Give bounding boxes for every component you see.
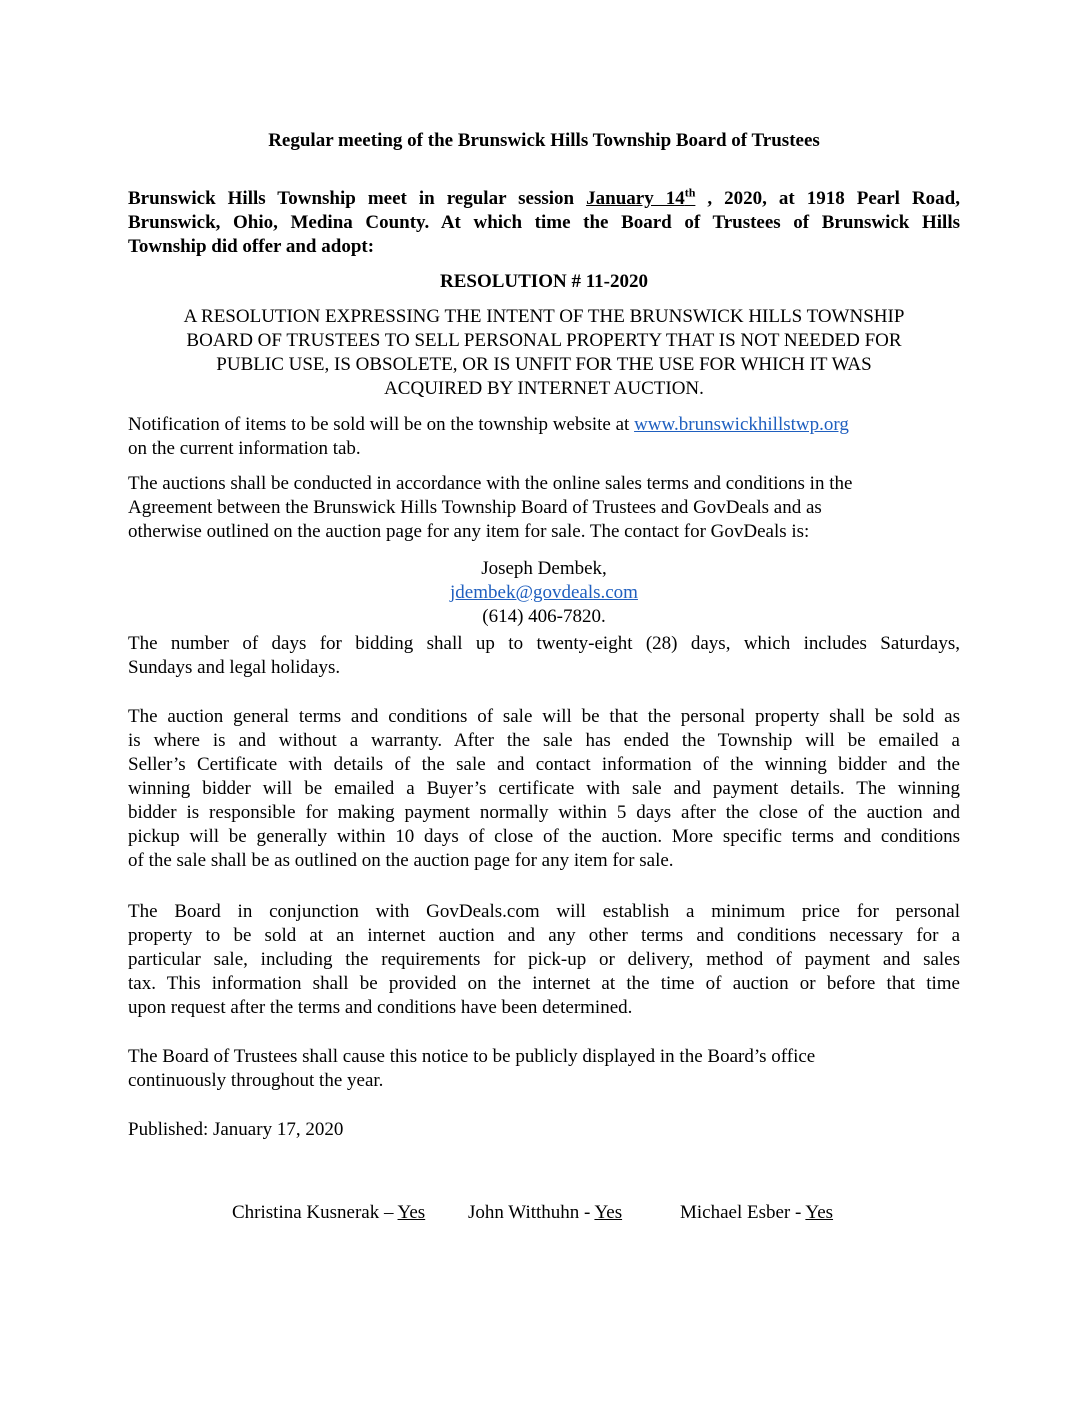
terms-para-line: winning bidder will be emailed a Buyer’s certificate with sale and payment details. The winning — [128, 778, 960, 799]
bidding-para-line: The number of days for bidding shall up to twenty-eight (28) days, which includes Saturdays, — [128, 633, 960, 654]
contact-email-link[interactable]: jdembek@govdeals.com — [450, 582, 638, 603]
contact-phone: (614) 406-7820. — [482, 606, 606, 627]
intro-line-1 — [128, 187, 960, 211]
trustee-vote: Yes — [594, 1202, 623, 1223]
board-para-line: tax. This information shall be provided on the internet at the time of auction or before that time — [128, 973, 960, 994]
trustee-name: Michael Esber - — [680, 1202, 806, 1223]
trustee-vote: Yes — [805, 1202, 834, 1223]
terms-para-line: Seller’s Certificate with details of the sale and contact information of the winning bidder and the — [128, 754, 960, 775]
vote-entry — [468, 1201, 622, 1225]
resolution-title-line: A RESOLUTION EXPRESSING THE INTENT OF THE BRUNSWICK HILLS TOWNSHIP — [183, 306, 905, 327]
resolution-number: RESOLUTION # 11-2020 — [440, 271, 648, 292]
vote-entry — [680, 1201, 833, 1225]
terms-para-line: pickup will be generally within 10 days of close of the auction. More specific terms and conditions — [128, 826, 960, 847]
board-para-line: property to be sold at an internet auction and any other terms and conditions necessary for a — [128, 925, 960, 946]
auctions-para-line: The auctions shall be conducted in accordance with the online sales terms and conditions in the — [128, 473, 853, 494]
intro-line-2: Brunswick, Ohio, Medina County. At which time the Board of Trustees of Brunswick Hills — [128, 212, 960, 233]
intro-text-cont: , 2020, at 1918 Pearl Road, — [695, 188, 960, 209]
vote-entry — [232, 1201, 425, 1225]
intro-line-3: Township did offer and adopt: — [128, 236, 375, 257]
trustee-name: John Witthuhn - — [468, 1202, 595, 1223]
board-para-line: upon request after the terms and conditions have been determined. — [128, 997, 633, 1018]
website-link[interactable]: www.brunswickhillstwp.org — [634, 414, 849, 435]
meeting-date-suffix: th — [684, 185, 696, 200]
notification-line-1 — [128, 413, 849, 437]
terms-para-line: The auction general terms and conditions of sale will be that the personal property shall be sold as — [128, 706, 960, 727]
resolution-title-line: BOARD OF TRUSTEES TO SELL PERSONAL PROPERTY THAT IS NOT NEEDED FOR — [186, 330, 902, 351]
meeting-title: Regular meeting of the Brunswick Hills Township Board of Trustees — [268, 130, 820, 151]
intro-text: Brunswick Hills Township meet in regular session — [128, 188, 587, 209]
notice-para-line: continuously throughout the year. — [128, 1070, 384, 1091]
meeting-date-main: January 14 — [586, 188, 685, 209]
auctions-para-line: otherwise outlined on the auction page for any item for sale. The contact for GovDeals is: — [128, 521, 810, 542]
published-date: Published: January 17, 2020 — [128, 1119, 344, 1140]
trustee-vote: Yes — [397, 1202, 426, 1223]
terms-para-line: is where is and without a warranty. After the sale has ended the Township will be emailed a — [128, 730, 960, 751]
notification-line-2: on the current information tab. — [128, 438, 361, 459]
board-para-line: particular sale, including the requirements for pick-up or delivery, method of payment and sales — [128, 949, 960, 970]
trustee-name: Christina Kusnerak – — [232, 1202, 398, 1223]
resolution-title-line: ACQUIRED BY INTERNET AUCTION. — [384, 378, 704, 399]
board-para-line: The Board in conjunction with GovDeals.com will establish a minimum price for personal — [128, 901, 960, 922]
meeting-date — [586, 185, 696, 209]
terms-para-line: bidder is responsible for making payment normally within 5 days after the close of the auction and — [128, 802, 960, 823]
resolution-title-line: PUBLIC USE, IS OBSOLETE, OR IS UNFIT FOR THE USE FOR WHICH IT WAS — [216, 354, 872, 375]
contact-name: Joseph Dembek, — [481, 558, 607, 579]
notice-para-line: The Board of Trustees shall cause this notice to be publicly displayed in the Board’s office — [128, 1046, 816, 1067]
auctions-para-line: Agreement between the Brunswick Hills Township Board of Trustees and GovDeals and as — [128, 497, 822, 518]
terms-para-line: of the sale shall be as outlined on the auction page for any item for sale. — [128, 850, 674, 871]
bidding-para-line: Sundays and legal holidays. — [128, 657, 341, 678]
contact-email — [128, 581, 960, 605]
notification-text: Notification of items to be sold will be on the township website at — [128, 414, 635, 435]
